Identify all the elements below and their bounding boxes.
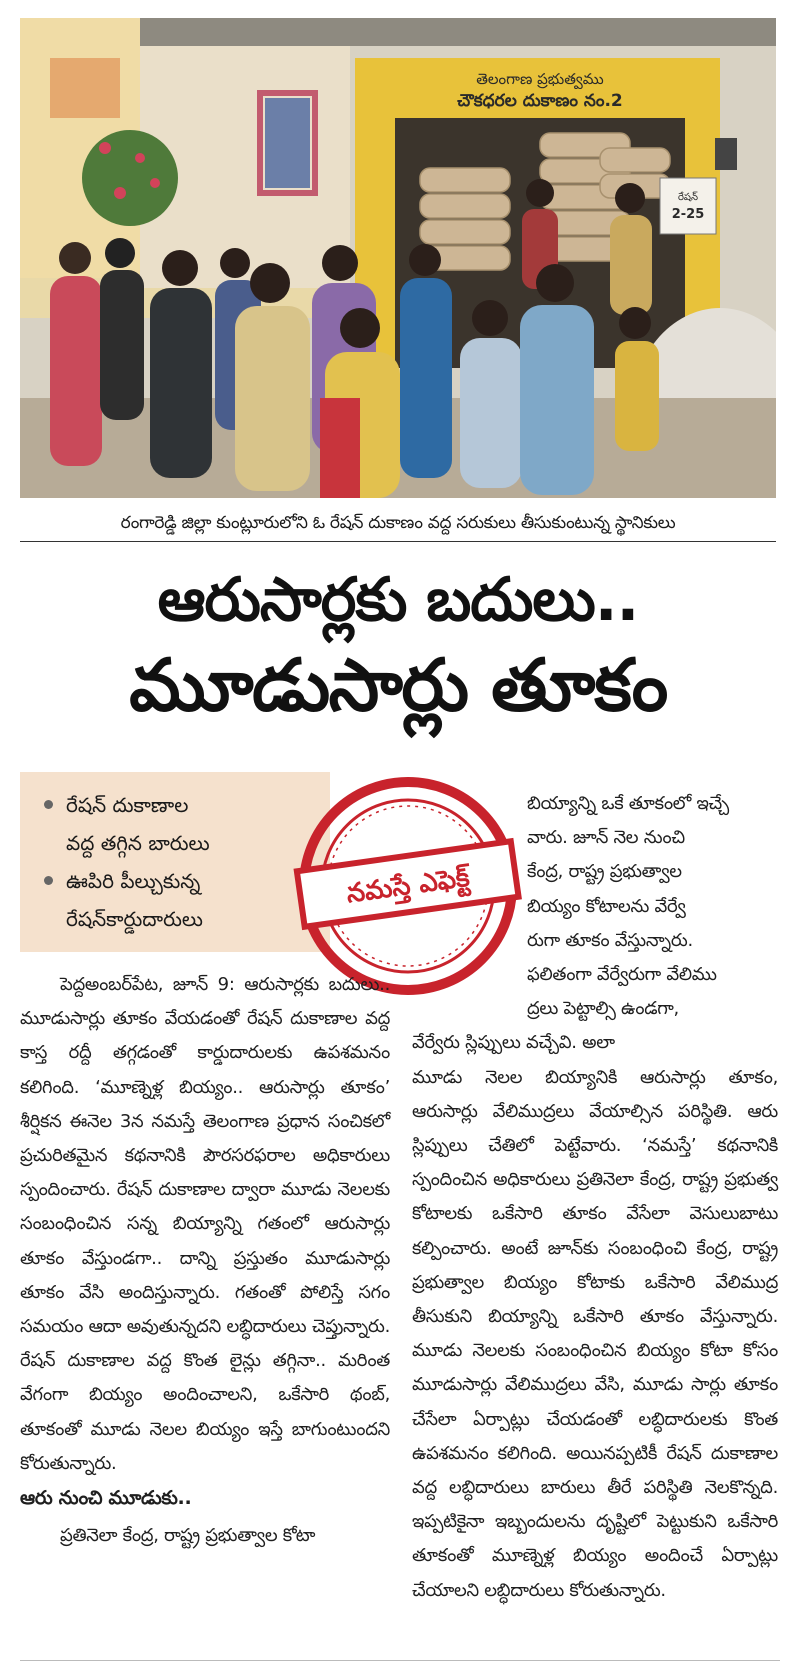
article-right-line: ఫలితంగా వేర్వేరుగా వేలిము bbox=[527, 964, 717, 986]
shop-number-sign-line2: 2-25 bbox=[671, 207, 705, 222]
article-right-line: వేర్వేరు స్లిప్పులు వచ్చేవి. అలా bbox=[412, 1032, 615, 1054]
article-right-line: కేంద్ర, రాష్ట్ర ప్రభుత్వాల bbox=[527, 861, 682, 883]
article-left-tail: ప్రతినెలా కేంద్ర, రాష్ట్ర ప్రభుత్వాల కోటా bbox=[60, 1525, 316, 1547]
highlight-text: వద్ద తగ్గిన బారులు bbox=[66, 831, 210, 855]
highlight-bullet-2 bbox=[42, 862, 330, 938]
photo-caption: రంగారెడ్డి జిల్లా కుంట్లూరులోని ఓ రేషన్ దుకాణం వద్ద సరుకులు తీసుకుంటున్న స్థానికులు bbox=[20, 505, 776, 542]
article-right-paragraph: మూడు నెలల బియ్యానికి ఆరుసార్లు తూకం, ఆరుసార్లు వేలిముద్రలు వేయాల్సిన పరిస్థితి. ఆరు స్లిప్పులు చేతిలో పెట్టేవారు. ‘నమస్తే’ కథనానికి స్పందించిన అధికారులు ప్రతినెలా కేంద్ర, రాష్ట్ర ప్రభుత్వ కోటాలకు ఒకేసారి తూకం వేసేలా వెసులుబాటు కల్పించారు. అంటే జూన్‌కు సంబంధించి కేంద్ర, రాష్ట్ర ప్రభుత్వాల బియ్యం కోటాకు ఒకేసారి వేలిముద్ర తీసుకుని బియ్యాన్ని ఒకేసారి తూకం వేస్తున్నారు. మూడు నెలలకు సంబంధించిన బియ్యం కోటా కోసం మూడుసార్లు వేలిముద్రలు వేసి, మూడు సార్లు తూకం చేసేలా ఏర్పాట్లు చేయడంతో లబ్ధిదారులకు కొంత ఉపశమనం కలిగింది. అయినప్పటికీ రేషన్ దుకాణాల వద్ద లబ్ధిదారులు బారులు తీరే పరిస్థితి నెలకొన్నది. ఇప్పటికైనా ఇబ్బందులను దృష్టిలో పెట్టుకుని ఒకేసారి తూకంతో మూణ్నెళ్ల బియ్యం అందించే ఏర్పాట్లు చేయాలని లబ్ధిదారులు కోరుతున్నారు. bbox=[412, 1066, 778, 1601]
highlight-bullet-1 bbox=[42, 786, 330, 862]
bottom-rule bbox=[20, 1660, 780, 1661]
article-right-line: వారు. జూన్ నెల నుంచి bbox=[527, 827, 685, 849]
stamp-text: నమస్తే ఎఫెక్ట్ bbox=[344, 862, 472, 910]
article-subheading: ఆరు నుంచి మూడుకు.. bbox=[20, 1487, 192, 1510]
article-left-column bbox=[20, 968, 390, 1553]
article-right-line: రుగా తూకం వేస్తున్నారు. bbox=[527, 929, 693, 951]
shop-board-line2: చౌకధరల దుకాణం నం.2 bbox=[457, 91, 623, 111]
article-right-line: బియ్యం కోటాలను వేర్వే bbox=[527, 895, 686, 917]
highlight-text: రేషన్ దుకాణాల bbox=[66, 793, 189, 817]
highlights-box bbox=[20, 772, 330, 952]
article-right-line: బియ్యాన్ని ఒకే తూకంలో ఇచ్చే bbox=[527, 793, 729, 814]
shop-board-line1: తెలంగాణ ప్రభుత్వము bbox=[476, 70, 604, 88]
highlight-text: ఊపిరి పీల్చుకున్న bbox=[66, 869, 201, 893]
article-left-paragraph: ఆరుసార్లకు బదులు.. మూడుసార్లు తూకం వేయడంతో రేషన్ దుకాణాల వద్ద కాస్త రద్దీ తగ్గడంతో కార్డుదారులకు ఉపశమనం కలిగింది. ‘మూణ్నెళ్ల బియ్యం.. ఆరుసార్లు తూకం’ శీర్షికన ఈనెల 3న నమస్తే తెలంగాణ ప్రధాన సంచికలో ప్రచురితమైన కథనానికి పౌరసరఫరాల అధికారులు స్పందించారు. రేషన్ దుకాణాల ద్వారా మూడు నెలలకు సంబంధించిన సన్న బియ్యాన్ని గతంలో ఆరుసార్లు తూకం వేస్తుండగా.. దాన్ని ప్రస్తుతం మూడుసార్లు తూకం వేసి అందిస్తున్నారు. గతంతో పోలిస్తే సగం సమయం ఆదా అవుతున్నదని లబ్ధిదారులు చెప్తున్నారు. రేషన్ దుకాణాల వద్ద కొంత లైన్లు తగ్గినా.. మరింత వేగంగా బియ్యం అందించాలని, ఒకేసారి థంబ్, తూకంతో మూడు నెలల బియ్యం ఇస్తే బాగుంటుందని కోరుతున్నారు. bbox=[20, 974, 390, 1474]
article-right-column bbox=[412, 787, 778, 1608]
headline bbox=[20, 560, 776, 730]
article-dateline: పెద్దఅంబర్‌పేట, జూన్ 9: bbox=[60, 974, 235, 995]
photo-ration-shop-queue-icon bbox=[20, 18, 776, 498]
headline-line1: ఆరుసార్లకు బదులు.. bbox=[157, 565, 639, 635]
shop-number-sign-line1: రేషన్ bbox=[677, 192, 699, 203]
headline-line2: మూడుసార్లు తూకం bbox=[129, 643, 667, 727]
highlight-text: రేషన్‌కార్డుదారులు bbox=[66, 907, 203, 931]
news-photo bbox=[20, 18, 776, 498]
article-right-line: ద్రలు పెట్టాల్సి ఉండగా, bbox=[527, 998, 679, 1020]
